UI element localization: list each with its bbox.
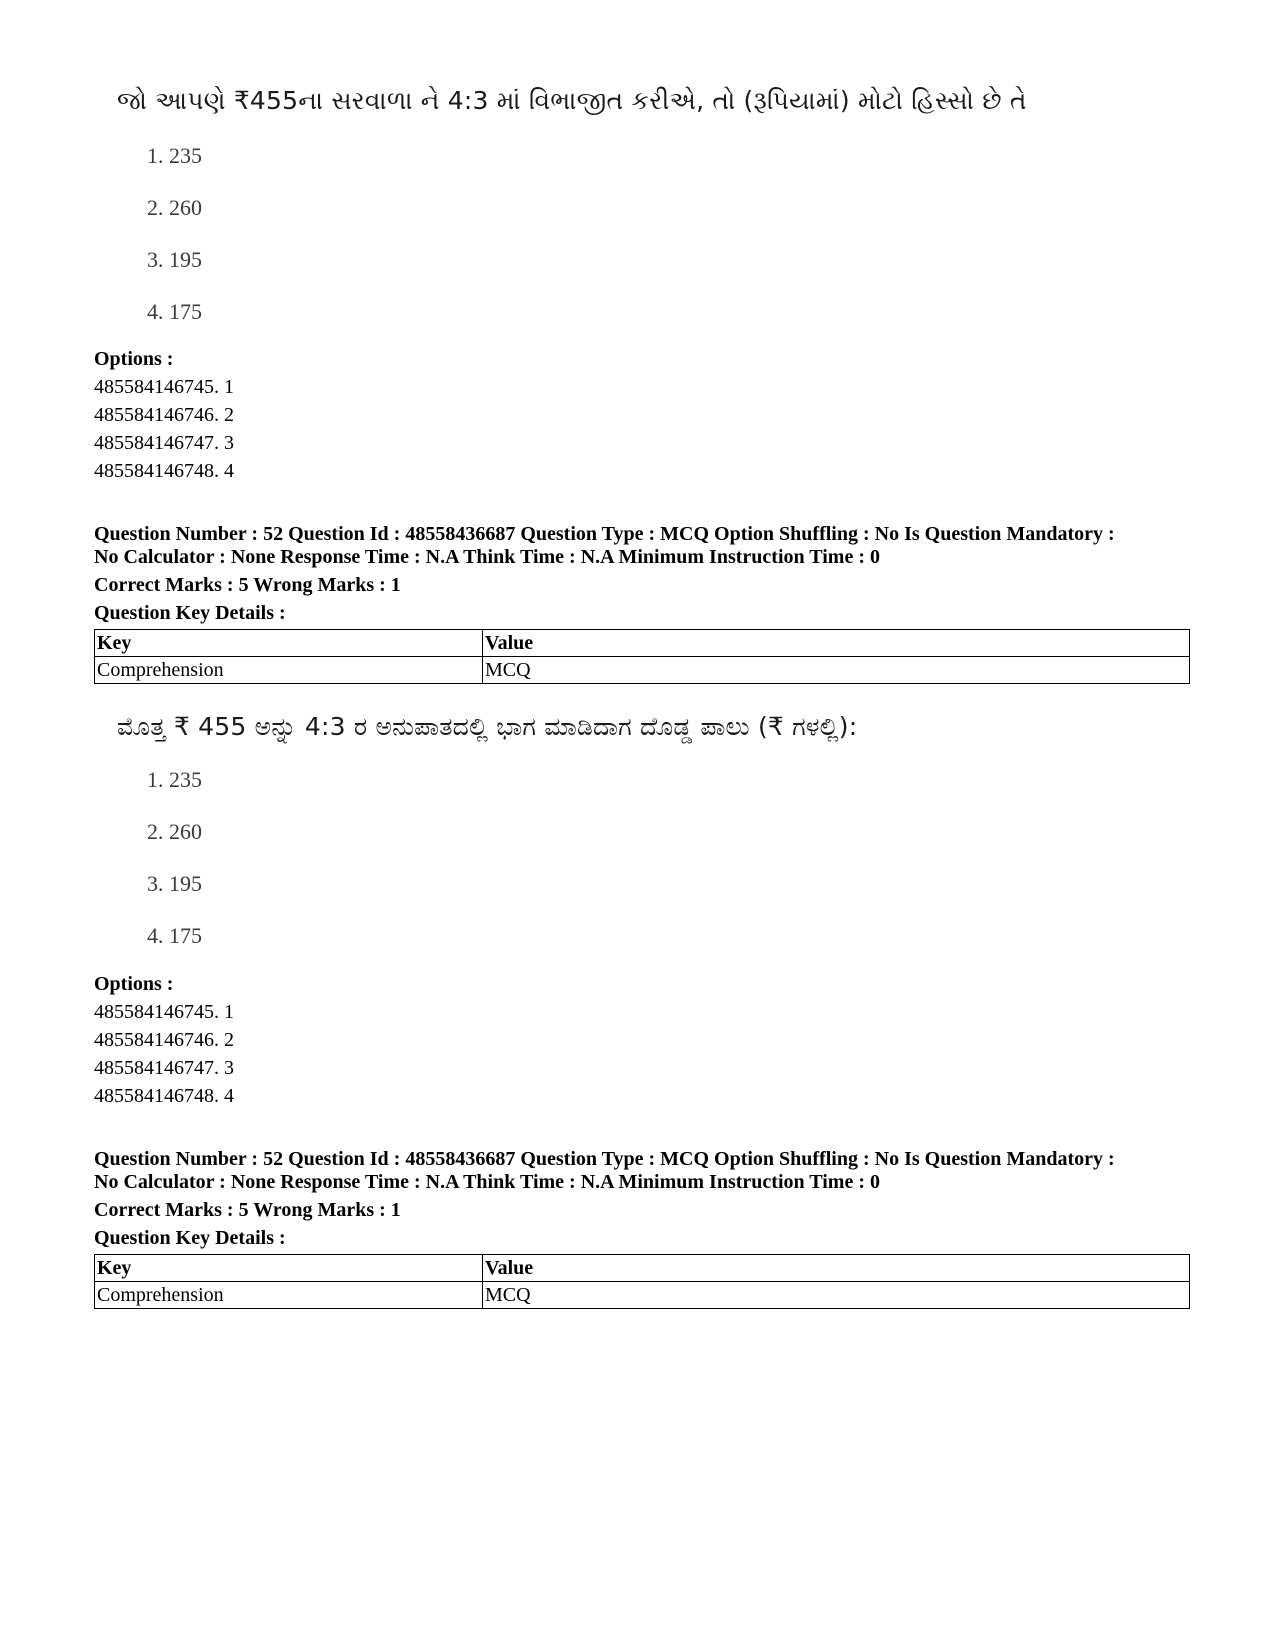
option-row: 485584146745. 1 [94,1001,234,1023]
marks-line: Correct Marks : 5 Wrong Marks : 1 [94,1199,401,1221]
option-row: 485584146746. 2 [94,404,234,426]
marks-line: Correct Marks : 5 Wrong Marks : 1 [94,574,401,596]
option-row: 485584146747. 3 [94,1057,234,1079]
table-row [95,657,1190,684]
question-text-kannada: ಮೊತ್ತ ₹ 455 ಅನ್ನು 4:3 ರ ಅನುಪಾತದಲ್ಲಿ ಭಾಗ ಮಾಡಿದಾಗ ದೊಡ್ಡ ಪಾಲು (₹ ಗಳಲ್ಲಿ): [117,712,858,741]
key-details-title: Question Key Details : [94,602,286,624]
question-meta-line: Question Number : 52 Question Id : 48558436687 Question Type : MCQ Option Shuffling : No Is Question Mandatory : [94,523,1115,545]
question-meta-line: No Calculator : None Response Time : N.A Think Time : N.A Minimum Instruction Time : 0 [94,1171,880,1193]
table-cell-value: MCQ [483,1282,1190,1309]
table-header-key: Key [95,630,483,657]
table-header-value: Value [483,1255,1190,1282]
table-cell-value: MCQ [483,657,1190,684]
question-meta-line: Question Number : 52 Question Id : 48558436687 Question Type : MCQ Option Shuffling : No Is Question Mandatory : [94,1148,1115,1170]
key-details-title: Question Key Details : [94,1227,286,1249]
choice-item: 3. 195 [147,871,202,896]
table-header-key: Key [95,1255,483,1282]
option-row: 485584146746. 2 [94,1029,234,1051]
choice-item: 4. 175 [147,299,202,324]
choice-item: 4. 175 [147,923,202,948]
key-details-table [94,1254,1190,1309]
choice-item: 3. 195 [147,247,202,272]
question-text-gujarati: જો આપણે ₹455ના સરવાળા ને 4:3 માં વિભાજીત કરીએ, તો (રૂપિયામાં) મોટો હિસ્સો છે તે [117,86,1027,115]
choice-item: 1. 235 [147,767,202,792]
option-row: 485584146747. 3 [94,432,234,454]
table-cell-key: Comprehension [95,657,483,684]
table-header-value: Value [483,630,1190,657]
options-title: Options : [94,973,174,995]
option-row: 485584146745. 1 [94,376,234,398]
question-meta-line: No Calculator : None Response Time : N.A Think Time : N.A Minimum Instruction Time : 0 [94,546,880,568]
choice-item: 1. 235 [147,143,202,168]
table-header-row [95,1255,1190,1282]
table-row [95,1282,1190,1309]
table-cell-key: Comprehension [95,1282,483,1309]
table-header-row [95,630,1190,657]
key-details-table [94,629,1190,684]
options-title: Options : [94,348,174,370]
option-row: 485584146748. 4 [94,460,234,482]
choice-item: 2. 260 [147,195,202,220]
option-row: 485584146748. 4 [94,1085,234,1107]
choice-item: 2. 260 [147,819,202,844]
